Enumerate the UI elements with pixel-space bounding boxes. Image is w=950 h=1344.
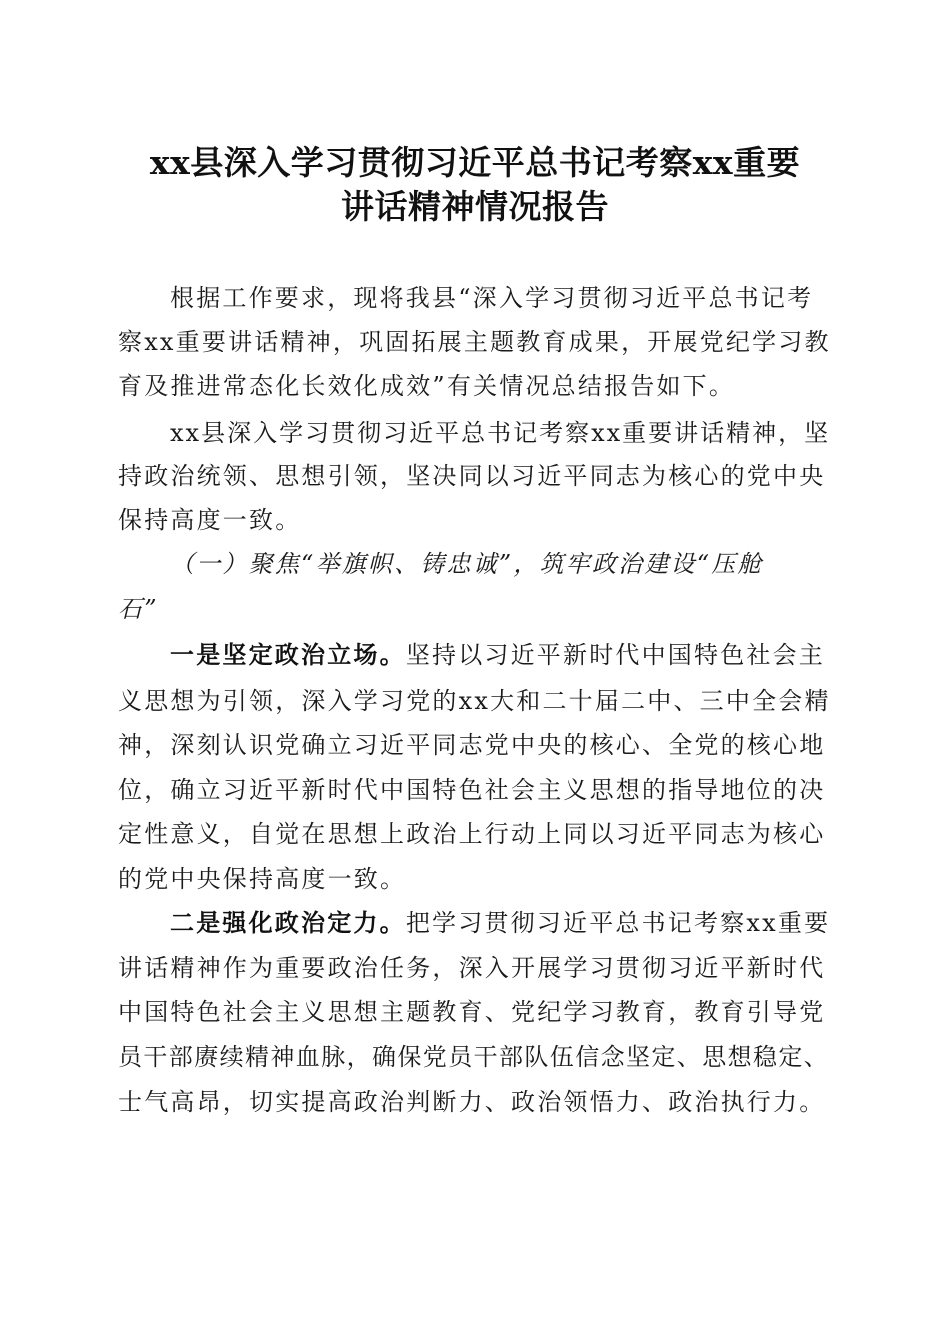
paragraph-4-line-3: 中国特色社会主义思想主题教育、党纪学习教育，教育引导党 — [118, 998, 826, 1026]
paragraph-3-line-1-text: 坚持以习近平新时代中国特色社会主 — [405, 641, 826, 669]
paragraph-4-line-1 — [170, 908, 834, 938]
section-heading-1-line-1: （一）聚焦“举旗帜、铸忠诚”，筑牢政治建设“压舱 — [170, 550, 764, 578]
document-title-line-2: 讲话精神情况报告 — [341, 187, 609, 226]
paragraph-1-line-3: 育及推进常态化长效化成效”有关情况总结报告如下。 — [118, 372, 736, 400]
paragraph-4-line-2: 讲话精神作为重要政治任务，深入开展学习贯彻习近平新时代 — [118, 954, 826, 982]
paragraph-4-line-5: 士气高昂，切实提高政治判断力、政治领悟力、政治执行力。 — [118, 1088, 826, 1116]
paragraph-3-line-1 — [170, 640, 834, 670]
section-heading-1-line-2: 石” — [118, 595, 159, 623]
paragraph-3-lead: 一是坚定政治立场。 — [170, 640, 406, 669]
paragraph-2-line-3: 保持高度一致。 — [118, 506, 302, 534]
paragraph-3-line-5: 定性意义，自觉在思想上政治上行动上同以习近平同志为核心 — [118, 820, 826, 848]
paragraph-3-line-4: 位，确立习近平新时代中国特色社会主义思想的指导地位的决 — [118, 776, 826, 804]
paragraph-2-line-2: 持政治统领、思想引领，坚决同以习近平同志为核心的党中央 — [118, 462, 826, 490]
paragraph-3-line-3: 神，深刻认识党确立习近平同志党中央的核心、全党的核心地 — [118, 731, 826, 759]
paragraph-2-line-1: xx县深入学习贯彻习近平总书记考察xx重要讲话精神，坚 — [170, 419, 831, 447]
paragraph-4-line-4: 员干部赓续精神血脉，确保党员干部队伍信念坚定、思想稳定、 — [118, 1043, 830, 1071]
paragraph-3-line-6: 的党中央保持高度一致。 — [118, 865, 407, 893]
paragraph-1-line-2: 察xx重要讲话精神，巩固拓展主题教育成果，开展党纪学习教 — [118, 328, 831, 356]
paragraph-4-line-1-text: 把学习贯彻习近平总书记考察xx重要 — [405, 909, 831, 937]
paragraph-4-lead: 二是强化政治定力。 — [170, 908, 406, 937]
paragraph-1-line-1: 根据工作要求，现将我县“深入学习贯彻习近平总书记考 — [170, 284, 814, 312]
document-title-line-1: xx县深入学习贯彻习近平总书记考察xx重要 — [149, 143, 801, 182]
paragraph-3-line-2: 义思想为引领，深入学习党的xx大和二十届二中、三中全会精 — [118, 687, 831, 715]
